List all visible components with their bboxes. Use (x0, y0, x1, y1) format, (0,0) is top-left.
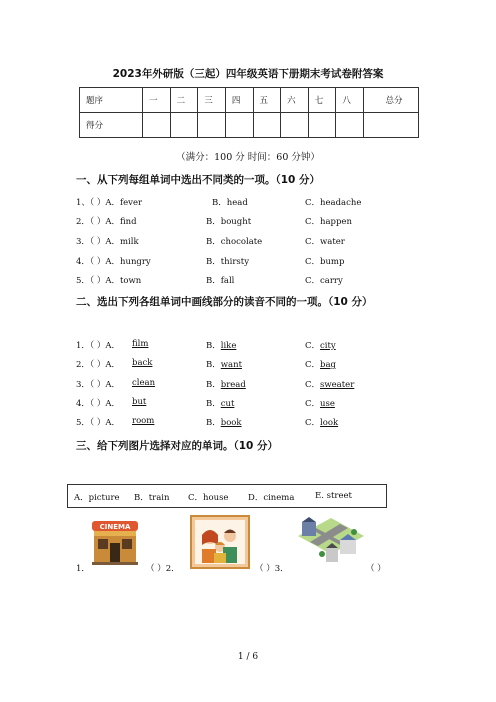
score-input-cell[interactable] (170, 113, 198, 138)
option-c: look (320, 418, 339, 428)
option-a: clean (132, 378, 156, 388)
option-b: B．fall (206, 276, 235, 286)
question-number: 1．（ ）A． (76, 341, 120, 351)
section1-heading: 一、从下列每组单词中选出不同类的一项。（10 分） (76, 174, 321, 186)
option-b: B．bought (206, 217, 252, 227)
page-title: 2023年外研版（三起）四年级英语下册期末考试卷附答案 (112, 68, 384, 80)
section3-heading: 三、给下列图片选择对应的单词。（10 分） (76, 440, 279, 452)
question-number: 5．（ ）A． (76, 418, 120, 428)
cinema-picture (88, 517, 142, 567)
option-a: 3．（ ）A．milk (76, 237, 139, 247)
option-c: C．headache (305, 198, 362, 208)
option-c: sweater (320, 380, 355, 390)
score-cell: 二 (170, 88, 198, 113)
score-input-cell[interactable] (281, 113, 309, 138)
picture-answer-blank[interactable]: （ ） (366, 564, 386, 574)
score-input-cell[interactable] (364, 113, 419, 138)
option-a: 2．（ ）A．find (76, 217, 137, 227)
option-b: cut (220, 399, 235, 409)
family-picture (190, 515, 250, 569)
question-number: 2．（ ）A． (76, 360, 120, 370)
score-table-score-row (80, 113, 419, 138)
score-input-cell[interactable] (308, 113, 336, 138)
option-a: 5．（ ）A．town (76, 276, 142, 286)
score-input-cell[interactable] (225, 113, 253, 138)
word-option: E. street (315, 491, 352, 501)
option-b: book (220, 418, 242, 428)
question-number: 3．（ ）A． (76, 380, 120, 390)
word-options-box (67, 484, 387, 508)
score-table (79, 87, 419, 138)
page-number: 1 / 6 (237, 652, 259, 662)
score-cell: 得分 (80, 113, 143, 138)
street-picture (296, 514, 366, 572)
score-input-cell[interactable] (253, 113, 281, 138)
option-c: C．water (305, 237, 345, 247)
picture-answer-blank[interactable]: （ ）3． (255, 564, 289, 574)
option-c: C．happen (305, 217, 352, 227)
word-option: C．house (188, 493, 229, 503)
option-c: C．carry (305, 276, 343, 286)
score-input-cell[interactable] (336, 113, 364, 138)
option-c: C．bump (305, 257, 345, 267)
question-number: 4．（ ）A． (76, 399, 120, 409)
option-a: 1、（ ）A．fever (76, 198, 143, 208)
score-cell: 五 (253, 88, 281, 113)
score-cell: 八 (336, 88, 364, 113)
score-input-cell[interactable] (198, 113, 226, 138)
score-cell: 六 (281, 88, 309, 113)
option-b: bread (220, 380, 246, 390)
section2-heading: 二、选出下列各组单词中画线部分的读音不同的一项。（10 分） (76, 296, 373, 308)
option-b: want (220, 360, 242, 370)
option-b: B．head (212, 198, 248, 208)
option-c: city (320, 341, 336, 351)
option-a: 4．（ ）A．hungry (76, 257, 151, 267)
option-b: B．thirsty (206, 257, 249, 267)
picture-question-number: 1． (76, 564, 90, 574)
option-a: film (132, 339, 149, 349)
score-cell: 一 (143, 88, 171, 113)
option-a: but (132, 397, 147, 407)
word-option: A．picture (74, 493, 120, 503)
score-table-header-row (80, 88, 419, 113)
option-b: B．chocolate (206, 237, 263, 247)
score-cell: 七 (308, 88, 336, 113)
word-option: B．train (134, 493, 170, 503)
score-cell: 四 (225, 88, 253, 113)
full-score-line: （满分：100 分 时间：60 分钟） (176, 152, 320, 163)
score-cell: 三 (198, 88, 226, 113)
option-c: use (320, 399, 335, 409)
score-input-cell[interactable] (143, 113, 171, 138)
score-cell: 总分 (364, 88, 419, 113)
option-c: bag (320, 360, 336, 370)
option-b: like (220, 341, 237, 351)
cinema-sign-text: CINEMA (99, 523, 131, 531)
word-option: D．cinema (248, 493, 295, 503)
option-a: room (132, 416, 155, 426)
picture-answer-blank[interactable]: （ ）2． (146, 564, 180, 574)
score-cell: 题序 (80, 88, 143, 113)
option-a: back (132, 358, 153, 368)
